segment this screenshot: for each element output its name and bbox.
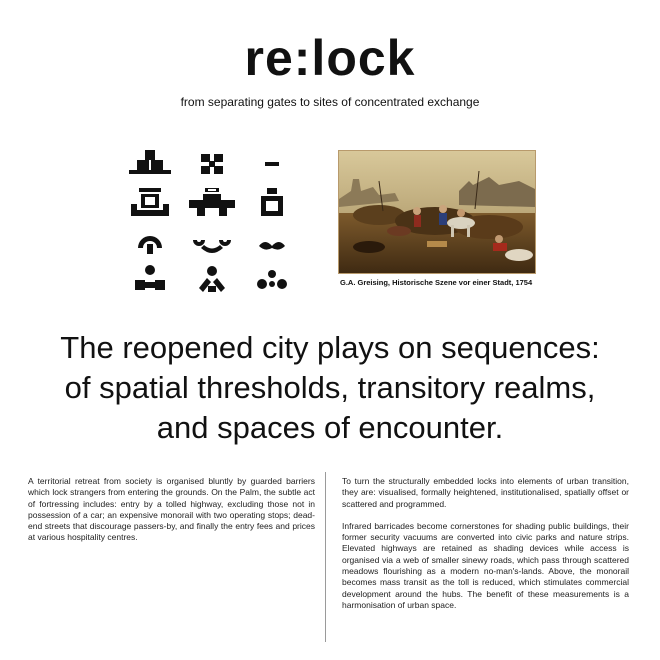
- headline-line-3: and spaces of encounter.: [156, 410, 504, 445]
- column-divider: [325, 472, 326, 642]
- dotted-cluster-icon: [247, 262, 297, 296]
- painting-caption: G.A. Greising, Historische Szene vor einer Stadt, 1754: [340, 278, 533, 287]
- curved-passage-icon: [187, 228, 237, 262]
- body-column-right: [342, 476, 629, 622]
- dash-icon: [247, 148, 297, 182]
- body-paragraph: To turn the structurally embedded locks into elements of urban transition, they are: visualised, formally heightened, institutionalised, spatially offset or scattered and programmed.: [342, 476, 629, 509]
- page-title: re:lock: [244, 30, 416, 86]
- body-column-left: [28, 476, 315, 555]
- half-dome-icon: [125, 228, 175, 262]
- headline-line-2: of spatial thresholds, transitory realms,: [64, 370, 596, 405]
- cluster-icon: [125, 262, 175, 296]
- tolled-gate-icon: [187, 186, 237, 220]
- body-paragraph: A territorial retreat from society is organised bluntly by guarded barriers which lock strangers from entering the grounds. On the Palm, the subtle act of fortressing includes: entry by a tolled highway, excluding those not in possession of a car; an expensive monorail with two operating stops; dead-end streets that discourage passers-by, and finally the entry fees and prices at various hospitality centres.: [28, 476, 315, 543]
- page-subtitle: from separating gates to sites of concentrated exchange: [180, 95, 480, 109]
- headline-line-1: The reopened city plays on sequences:: [60, 330, 600, 365]
- guarded-gate-icon: [125, 186, 175, 220]
- body-paragraph: Infrared barricades become cornerstones for shading public buildings, their former security vacuums are converted into civic parks and nature strips. Elevated highways are retained as shading devices while access is organised via a web of smaller sinewy roads, which pass through scattered meadows flourishing as a modern no-man's-lands. Above, the monorail becomes mass transit as the toll is reduced, which stimulates commercial development around the hubs. The benefit of these measurements is a harmonisation of urban space.: [342, 520, 629, 610]
- lock-typology-diagram: [125, 148, 295, 298]
- stepped-gate-icon: [125, 148, 175, 182]
- headline-statement: [0, 328, 660, 448]
- historical-painting: [338, 150, 536, 274]
- locked-gate-icon: [247, 186, 297, 220]
- pinched-cross-icon: [187, 148, 237, 182]
- petal-icon: [247, 228, 297, 262]
- scattered-cluster-icon: [187, 262, 237, 296]
